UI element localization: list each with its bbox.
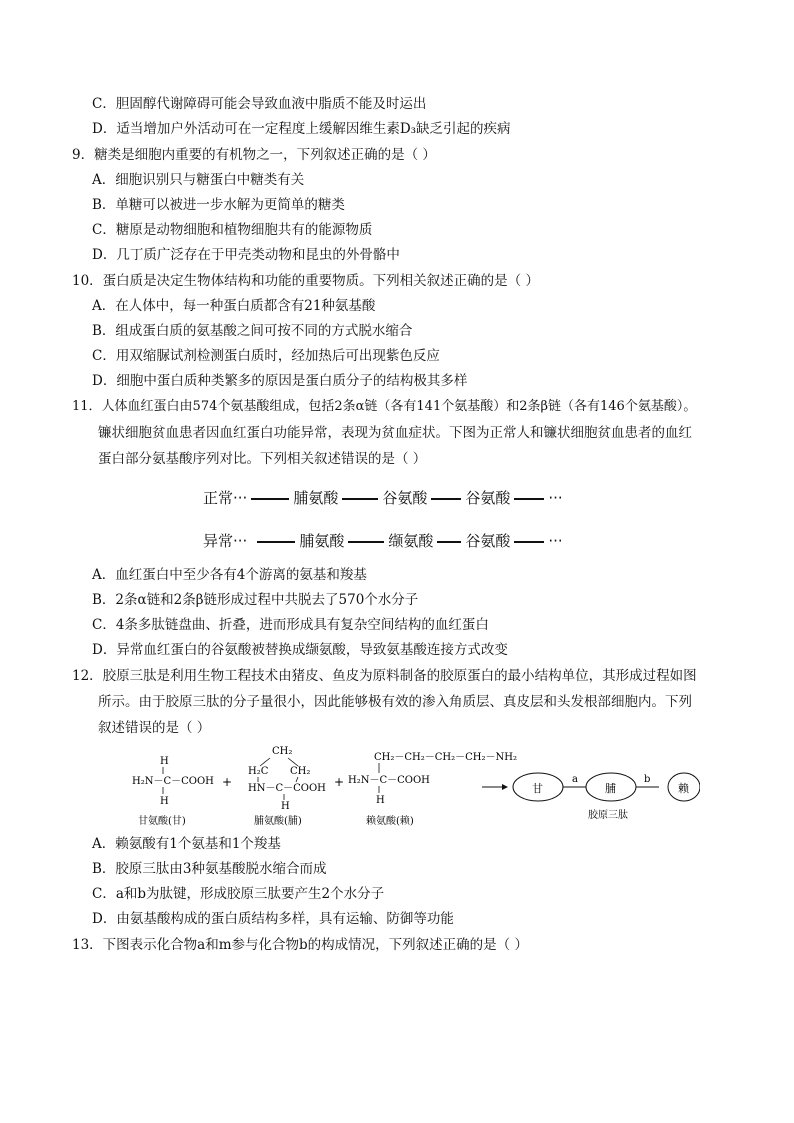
pro-ch2-right: CH₂ (290, 766, 311, 777)
q11-option-d: D．异常血红蛋白的谷氨酸被替换成缬氨酸，导致氨基酸连接方式改变 (92, 642, 508, 658)
q11-stem-line2: 镰状细胞贫血患者因血红蛋白功能异常，表现为贫血症状。下图为正常人和镰状细胞贫血患者的血红 (98, 425, 692, 441)
pro-backbone: HN－C－COOH (248, 783, 326, 794)
q12-option-b: B．胶原三肽由3种氨基酸脱水缩合而成 (92, 861, 327, 877)
q10-option-d: D．细胞中蛋白质种类繁多的原因是蛋白质分子的结构极其多样 (92, 373, 468, 389)
bond-line (514, 498, 544, 500)
plus-sign: + (222, 775, 233, 789)
q10-stem: 10．蛋白质是决定生物体结构和功能的重要物质。下列相关叙述正确的是（ ） (72, 273, 539, 289)
q11-option-b: B．2条α链和2条β链形成过程中共脱去了570个水分子 (92, 592, 419, 608)
q12-stem-line1: 12．胶原三肽是利用生物工程技术由猪皮、鱼皮为原料制备的胶原蛋白的最小结构单位，其形成过程如图 (72, 668, 697, 684)
q12-option-d: D．由氨基酸构成的蛋白质结构多样，具有运输、防御等功能 (92, 911, 454, 927)
abnormal-aa-3: 谷氨酸 (465, 532, 511, 550)
tripeptide-lys-text: 赖 (678, 782, 689, 795)
normal-aa-2: 谷氨酸 (382, 489, 428, 507)
pro-h-bottom: H (281, 801, 290, 812)
collagen-tripeptide-diagram (120, 740, 700, 832)
tripeptide-pro-text: 脯 (605, 782, 616, 795)
q11-option-c: C．4条多肽链盘曲、折叠，进而形成具有复杂空间结构的血红蛋白 (92, 617, 489, 633)
lys-h-bottom: H (376, 795, 385, 806)
q11-stem-line1: 11．人体血红蛋白由574个氨基酸组成，包括2条α链（各有141个氨基酸）和2条β链（各有146个氨基酸）。 (72, 399, 697, 414)
normal-aa-1: 脯氨酸 (293, 489, 339, 507)
arrow-head-icon (502, 784, 508, 790)
q9-option-a: A．细胞识别只与糖蛋白中糖类有关 (92, 172, 305, 188)
lysine-label: 赖氨酸(赖) (366, 816, 414, 827)
normal-label: 正常··· (203, 489, 248, 507)
bond-b-label: b (644, 774, 651, 785)
bond-line (431, 498, 461, 500)
q9-stem: 9．糖类是细胞内重要的有机物之一，下列叙述正确的是（ ） (72, 147, 436, 163)
bond-line (288, 758, 298, 766)
abnormal-aa-2: 缬氨酸 (388, 532, 434, 550)
lys-side-chain: CH₂－CH₂－CH₂－CH₂－NH₂ (374, 752, 518, 763)
plus-sign: + (334, 775, 345, 789)
bond-line (296, 777, 298, 782)
bond-line (260, 758, 270, 766)
bond-line (514, 541, 544, 543)
lys-backbone: H₂N－C－COOH (348, 775, 430, 786)
tripeptide-gly-text: 甘 (532, 782, 543, 795)
abnormal-sequence (203, 530, 563, 551)
normal-aa-3: 谷氨酸 (465, 489, 511, 507)
gly-h-bottom: H (160, 796, 169, 807)
q13-stem: 13．下图表示化合物a和m参与化合物b的构成情况，下列叙述正确的是（ ） (72, 937, 528, 953)
q9-option-c: C．糖原是动物细胞和植物细胞共有的能源物质 (92, 222, 373, 238)
tripeptide-label: 胶原三肽 (588, 810, 628, 821)
q12-stem-line3: 叙述错误的是（ ） (98, 720, 211, 736)
q10-option-a: A．在人体中，每一种蛋白质都含有21种氨基酸 (92, 298, 376, 314)
abnormal-label: 异常··· (203, 532, 248, 550)
bond-line (342, 498, 378, 500)
q8-option-d: D．适当增加户外活动可在一定程度上缓解因维生素D₃缺乏引起的疾病 (92, 121, 511, 137)
q10-option-b: B．组成蛋白质的氨基酸之间可按不同的方式脱水缩合 (92, 323, 413, 339)
q9-option-d: D．几丁质广泛存在于甲壳类动物和昆虫的外骨骼中 (92, 247, 400, 263)
abnormal-end: ··· (548, 532, 563, 550)
proline-label: 脯氨酸(脯) (254, 816, 302, 827)
pro-h2c: H₂C (248, 766, 269, 777)
glycine-label: 甘氨酸(甘) (138, 816, 186, 827)
gly-backbone: H₂N－C－COOH (132, 776, 214, 787)
abnormal-aa-1: 脯氨酸 (299, 532, 345, 550)
bond-a-label: a (572, 774, 578, 785)
gly-h-top: H (160, 756, 169, 767)
bond-line (348, 541, 384, 543)
q9-option-b: B．单糖可以被进一步水解为更简单的糖类 (92, 197, 345, 213)
q11-stem-line3: 蛋白部分氨基酸序列对比。下列相关叙述错误的是（ ） (98, 451, 427, 467)
q12-option-c: C．a和b为肽键，形成胶原三肽要产生2个水分子 (92, 886, 385, 902)
q12-stem-line2: 所示。由于胶原三肽的分子量很小，因此能够极有效的渗入角质层、真皮层和头发根部细胞内。下列 (98, 694, 692, 710)
q11-option-a: A．血红蛋白中至少各有4个游离的氨基和羧基 (92, 567, 367, 583)
bond-line (251, 498, 289, 500)
normal-end: ··· (548, 489, 563, 507)
bond-line (437, 541, 461, 543)
normal-sequence (203, 487, 563, 508)
bond-line (257, 541, 295, 543)
q10-option-c: C．用双缩脲试剂检测蛋白质时，经加热后可出现紫色反应 (92, 348, 440, 364)
q8-option-c: C．胆固醇代谢障碍可能会导致血液中脂质不能及时运出 (92, 96, 427, 112)
q12-option-a: A．赖氨酸有1个氨基和1个羧基 (92, 836, 281, 852)
pro-ch2-top: CH₂ (272, 746, 293, 757)
